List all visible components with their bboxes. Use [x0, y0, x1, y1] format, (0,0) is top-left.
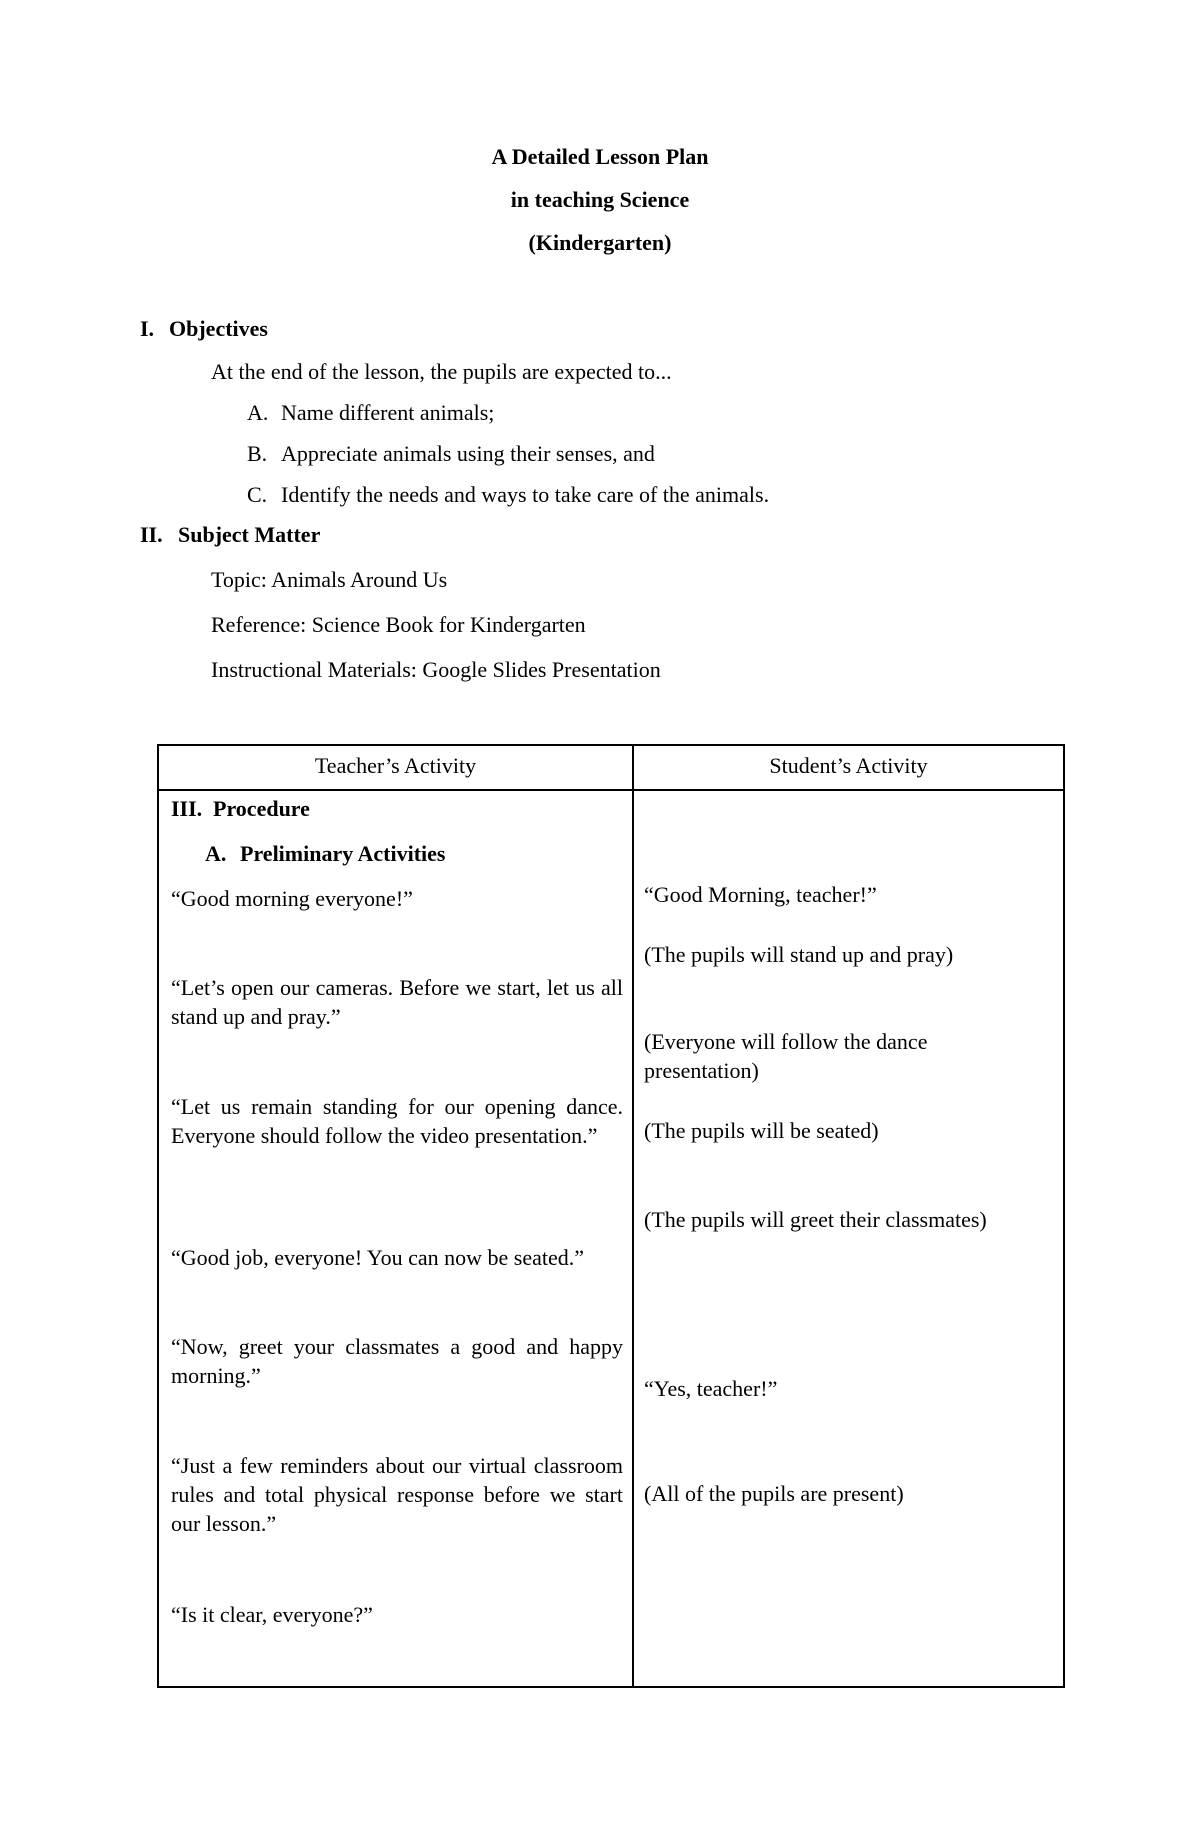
table-header-divider — [159, 789, 1063, 791]
teacher-line: “Let’s open our cameras. Before we start, let us all stand up and pray.” — [171, 975, 623, 1029]
table-column-divider — [632, 746, 634, 1686]
teacher-line: “Is it clear, everyone?” — [171, 1602, 373, 1627]
objective-letter: C. — [247, 482, 268, 507]
preliminary-letter: A. — [205, 841, 227, 866]
student-line: “Yes, teacher!” — [644, 1376, 778, 1401]
student-line: (The pupils will stand up and pray) — [644, 942, 954, 967]
teacher-line: “Let us remain standing for our opening dance. Everyone should follow the video presentation.” — [171, 1094, 623, 1148]
student-line: (The pupils will be seated) — [644, 1118, 879, 1143]
activity-table — [157, 744, 1065, 1688]
procedure-number: III. — [171, 796, 203, 821]
objective-item: Appreciate animals using their senses, and — [281, 441, 655, 466]
document-subtitle: in teaching Science — [510, 187, 690, 212]
student-line: (All of the pupils are present) — [644, 1481, 904, 1506]
subject-matter-number: II. — [140, 522, 163, 547]
teacher-line: “Good job, everyone! You can now be seated.” — [171, 1245, 584, 1270]
objective-item: Name different animals; — [281, 400, 495, 425]
subject-materials: Instructional Materials: Google Slides Presentation — [211, 657, 661, 682]
subject-matter-heading: Subject Matter — [178, 522, 321, 547]
subject-reference: Reference: Science Book for Kindergarten — [211, 612, 586, 637]
teacher-line: “Good morning everyone!” — [171, 886, 413, 911]
objectives-number: I. — [140, 316, 155, 341]
objective-item: Identify the needs and ways to take care of the animals. — [281, 482, 770, 507]
student-line: (Everyone will follow the dance presentation) — [644, 1029, 928, 1083]
student-line: (The pupils will greet their classmates) — [644, 1207, 987, 1232]
student-line: “Good Morning, teacher!” — [644, 882, 877, 907]
student-activity-header: Student’s Activity — [769, 753, 928, 778]
document-title: A Detailed Lesson Plan — [491, 144, 709, 169]
subject-topic: Topic: Animals Around Us — [211, 567, 448, 592]
document-grade-level: (Kindergarten) — [528, 230, 672, 255]
objective-letter: A. — [247, 400, 269, 425]
objectives-intro: At the end of the lesson, the pupils are expected to... — [211, 359, 672, 384]
teacher-activity-header: Teacher’s Activity — [314, 753, 477, 778]
teacher-line: “Now, greet your classmates a good and happy morning.” — [171, 1334, 623, 1388]
objectives-heading: Objectives — [169, 316, 268, 341]
preliminary-heading: Preliminary Activities — [240, 841, 446, 866]
procedure-heading: Procedure — [213, 796, 310, 821]
teacher-line: “Just a few reminders about our virtual classroom rules and total physical response before we start our lesson.” — [171, 1453, 623, 1536]
objective-letter: B. — [247, 441, 268, 466]
